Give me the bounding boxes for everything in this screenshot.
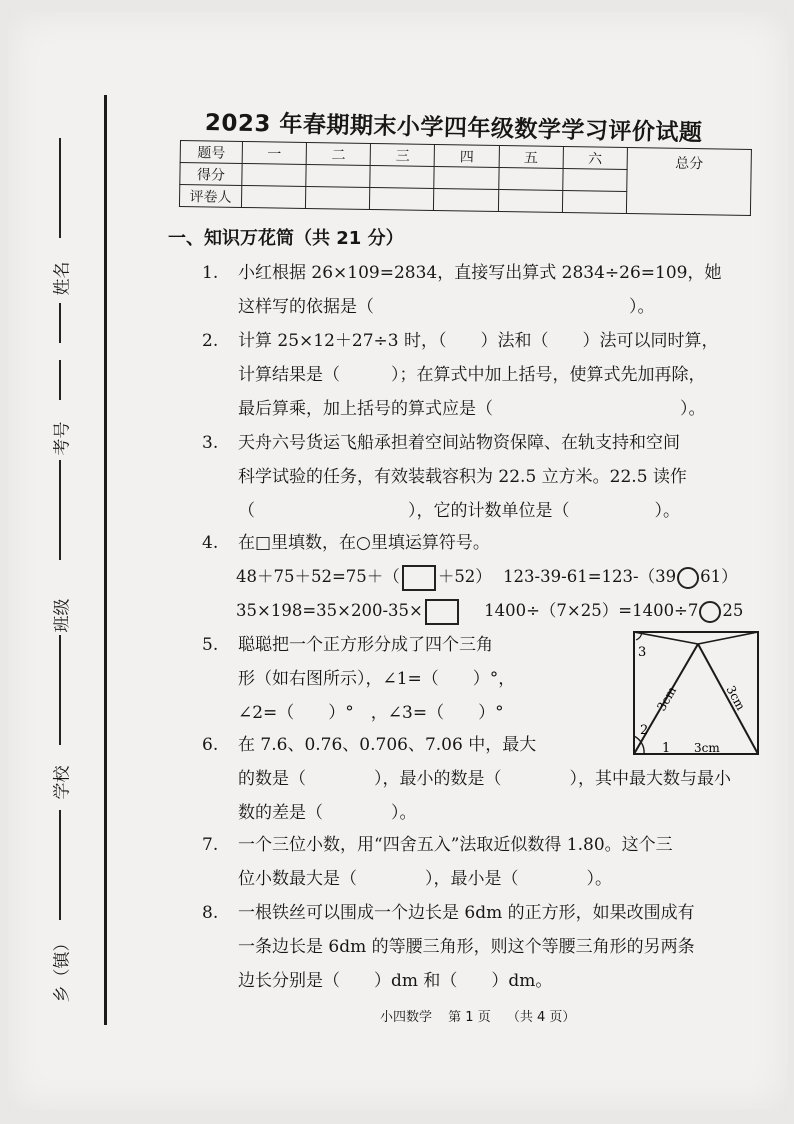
question-text: 科学试验的任务，有效装载容积为 22.5 立方米。22.5 读作 <box>238 467 687 487</box>
score-cell <box>306 164 370 187</box>
exam-title: 2023 年春期期末小学四年级数学学习评价试题 <box>204 110 703 147</box>
question-2 <box>202 324 770 426</box>
question-7 <box>202 828 770 896</box>
question-number: 2. <box>202 331 219 351</box>
question-text: 一个三位小数，用“四舍五入”法取近似数得 1.80。这个三 <box>238 835 673 855</box>
question-text: 在 7.6、0.76、0.706、7.06 中，最大 <box>238 735 537 755</box>
grader-cell <box>434 188 498 211</box>
col-6: 六 <box>563 147 627 170</box>
q4-expr-b-end: 61） <box>700 567 738 586</box>
col-3: 三 <box>370 143 434 166</box>
question-text: 的数是（ ），最小的数是（ ），其中最大数与最小 <box>238 769 731 789</box>
question-text: 聪聪把一个正方形分成了四个三角 <box>238 635 493 655</box>
footer-subject: 小四数学 <box>380 1010 433 1025</box>
question-text: 这样写的依据是（ ）。 <box>238 297 655 317</box>
top-right-segment <box>698 632 758 644</box>
q4-row-2 <box>236 594 743 628</box>
question-text: 边长分别是（ ）dm 和（ ）dm。 <box>238 971 553 991</box>
score-cell <box>434 167 498 190</box>
question-text: 一根铁丝可以围成一个边长是 6dm 的正方形，如果改围成有 <box>238 903 695 923</box>
left-side-length: 3cm <box>654 684 680 714</box>
class-label: 班级 <box>52 598 73 633</box>
question-text: 一条边长是 6dm 的等腰三角形，则这个等腰三角形的另两条 <box>238 937 695 957</box>
col-2: 二 <box>306 142 370 165</box>
question-number: 5. <box>202 635 219 655</box>
question-text: 形（如右图所示），∠1=（ ）°， <box>238 669 516 689</box>
question-8 <box>202 896 770 998</box>
bottom-side-length: 3cm <box>694 741 720 755</box>
school-label: 学校 <box>52 765 73 800</box>
question-text: 在□里填数，在○里填运算符号。 <box>238 533 490 553</box>
name-label: 姓名 <box>52 261 73 296</box>
score-cell <box>563 169 627 192</box>
question-text: 计算 25×12＋27÷3 时，（ ）法和（ ）法可以同时算， <box>238 331 719 351</box>
score-cell <box>498 168 562 191</box>
question-text: 位小数最大是（ ），最小是（ ）。 <box>238 869 612 889</box>
operator-circle[interactable] <box>677 567 699 589</box>
top-left-segment <box>634 632 698 644</box>
score-table <box>179 140 752 216</box>
q4-row-1 <box>236 560 738 594</box>
row-label-grader: 评卷人 <box>179 185 241 208</box>
question-text: 数的差是（ ）。 <box>238 803 417 823</box>
angle-1-label: 1 <box>662 741 671 756</box>
school-rule <box>59 810 61 920</box>
angle-3-label: 3 <box>638 645 647 660</box>
angle-2-label: 2 <box>640 723 649 738</box>
col-4: 四 <box>435 145 499 168</box>
q4-expr-a: 48＋75＋52=75＋（ <box>236 567 400 586</box>
page-footer <box>380 1006 587 1025</box>
town-label: 乡（镇） <box>52 934 73 1003</box>
question-4 <box>202 526 770 560</box>
score-cell <box>370 165 434 188</box>
q4-expr-b: 123-39-61=123-（39 <box>503 567 677 586</box>
class-field <box>40 575 90 685</box>
q4-expr-c: 35×198=35×200-35× <box>236 601 423 620</box>
score-cell <box>242 163 306 186</box>
footer-page: 第 1 页 <box>448 1010 491 1025</box>
answer-box[interactable] <box>402 565 436 591</box>
row-label-score: 得分 <box>180 163 242 186</box>
question-text: 小红根据 26×109=2834，直接写出算式 2834÷26=109，她 <box>238 263 722 283</box>
question-text: 计算结果是（ ）；在算式中加上括号，使算式先加再除， <box>238 365 706 385</box>
question-text: （ ），它的计数单位是（ ）。 <box>238 501 680 521</box>
grader-cell <box>562 191 626 214</box>
binding-line <box>104 95 107 1025</box>
col-5: 五 <box>499 146 563 169</box>
name-field <box>40 138 90 338</box>
right-side-length: 3cm <box>723 683 748 713</box>
question-text: 最后算乘，加上括号的算式应是（ ）。 <box>238 399 706 419</box>
exam-no-field <box>40 360 90 560</box>
town-field <box>40 934 90 1020</box>
exam-no-label: 考号 <box>52 421 73 456</box>
question-number: 7. <box>202 835 219 855</box>
q4-expr-d-end: 25 <box>722 601 744 620</box>
question-number: 3. <box>202 433 219 453</box>
col-1: 一 <box>242 141 306 164</box>
school-field <box>40 750 90 860</box>
operator-circle[interactable] <box>699 601 721 623</box>
grader-cell <box>306 186 370 209</box>
question-6 <box>202 728 770 830</box>
q4-expr-a-end: ＋52） <box>437 567 492 586</box>
name-rule <box>59 138 61 238</box>
footer-total: （共 4 页） <box>506 1010 576 1025</box>
row-label-number: 题号 <box>180 141 242 164</box>
q4-expr-d: 1400÷（7×25）=1400÷7 <box>484 601 699 620</box>
answer-box[interactable] <box>425 599 459 625</box>
exam-no-rule <box>59 360 61 400</box>
grader-cell <box>498 190 562 213</box>
question-1 <box>202 256 770 324</box>
class-rule <box>59 635 61 745</box>
exam-no-rule-lower <box>59 460 61 560</box>
question-number: 6. <box>202 735 219 755</box>
question-3 <box>202 426 770 528</box>
question-number: 1. <box>202 263 219 283</box>
grader-cell <box>241 185 305 208</box>
question-number: 8. <box>202 903 219 923</box>
name-rule-lower <box>59 303 61 343</box>
question-text: 天舟六号货运飞船承担着空间站物资保障、在轨支持和空间 <box>238 433 680 453</box>
question-number: 4. <box>202 533 219 553</box>
question-text: ∠2=（ ）° ，∠3=（ ）° <box>238 703 504 723</box>
section-1-heading: 一、知识万花筒（共 21 分） <box>168 228 404 249</box>
grader-cell <box>370 187 434 210</box>
total-score-cell: 总分 <box>626 148 751 216</box>
